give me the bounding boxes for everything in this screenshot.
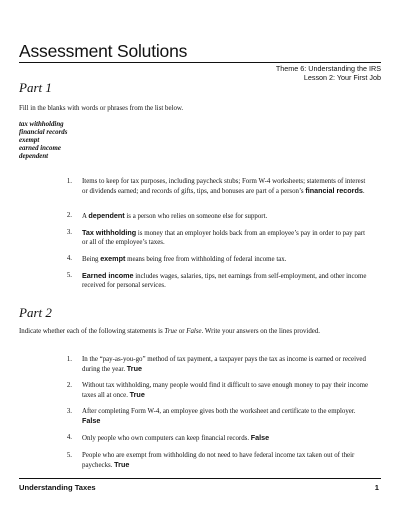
word-list xyxy=(19,121,67,161)
lesson-label: Lesson 2: Your First Job xyxy=(303,73,381,83)
part1-heading: Part 1 xyxy=(19,80,52,95)
question-text: People who are exempt from withholding do not need to have federal income tax taken out of their paychecks. True xyxy=(82,452,355,469)
answer: financial records xyxy=(305,185,363,195)
question-text: Items to keep for tax purposes, including paycheck stubs; Form W-4 worksheets; statements of interest or dividends earned; and records of gifts, tips, and bonuses are part of a person’s financial records. xyxy=(82,178,366,195)
answer: Earned income xyxy=(82,271,134,280)
question-number: 2. xyxy=(66,382,72,389)
answer: exempt xyxy=(100,254,126,263)
question-text: Tax withholding is money that an employer holds back from an employee’s pay in order to pay part or all of the employee’s taxes. xyxy=(82,228,366,246)
question-number: 3. xyxy=(66,408,72,415)
question-number: 1. xyxy=(66,178,72,185)
question-number: 3. xyxy=(66,229,72,236)
answer: dependent xyxy=(88,211,125,220)
question-text: Earned income includes wages, salaries, tips, net earnings from self-employment, and other income received for personal services. xyxy=(82,271,367,289)
document-subtitle xyxy=(276,64,381,83)
answer: True xyxy=(129,389,145,399)
question-number: 1. xyxy=(66,356,72,363)
question-text: Only people who own computers can keep financial records. False xyxy=(82,433,270,442)
word-list-item: tax withholding xyxy=(19,121,64,128)
question-number: 4. xyxy=(66,434,72,441)
word-list-item: dependent xyxy=(19,152,49,160)
question-text: Without tax withholding, many people would find it difficult to save enough money to pay their income taxes all at once. True xyxy=(82,382,369,399)
answer: Tax withholding xyxy=(82,228,137,237)
part2-heading: Part 2 xyxy=(19,305,52,320)
page-number: 1 xyxy=(374,483,379,492)
footer-divider xyxy=(19,478,381,479)
question-number: 5. xyxy=(66,452,72,459)
question-text: Being exempt means being free from withholding of federal income tax. xyxy=(82,254,287,263)
question-number: 5. xyxy=(66,272,72,279)
question-number: 2. xyxy=(66,212,72,219)
question-text: A dependent is a person who relies on someone else for support. xyxy=(82,211,268,220)
answer: False xyxy=(250,433,270,442)
part2-instructions: Indicate whether each of the following statements is True or False. Write your answers on the lines provided. xyxy=(19,328,320,335)
word-list-item: exempt xyxy=(19,136,40,144)
part1-instructions: Fill in the blanks with words or phrases from the list below. xyxy=(19,105,184,112)
footer-title: Understanding Taxes xyxy=(19,483,96,492)
answer: True xyxy=(126,363,142,373)
word-list-item: financial records xyxy=(19,128,68,136)
question-text: After completing Form W-4, an employee gives both the worksheet and certificate to the employer. False xyxy=(82,408,356,425)
answer: True xyxy=(114,459,130,469)
theme-label: Theme 6: Understanding the IRS xyxy=(275,64,381,73)
question-text: In the “pay-as-you-go” method of tax payment, a taxpayer pays the tax as income is earned or received during the year. True xyxy=(82,356,366,373)
question-number: 4. xyxy=(66,255,72,262)
word-list-item: earned income xyxy=(19,144,61,152)
answer: False xyxy=(82,415,101,425)
document-title: Assessment Solutions xyxy=(19,41,381,63)
